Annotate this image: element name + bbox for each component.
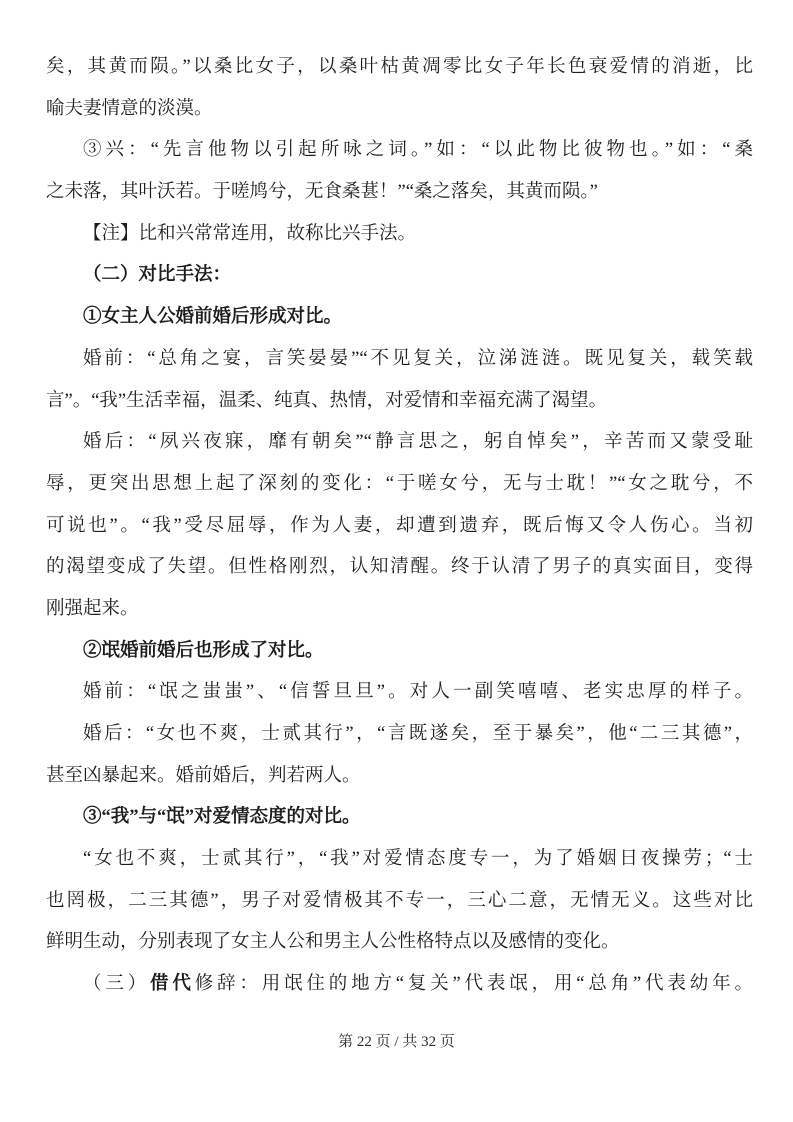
text-line: 鲜明生动，分别表现了女主人公和男主人公性格特点以及感情的变化。 — [46, 932, 620, 953]
text-line: 婚后：“女也不爽，士贰其行”，“言既遂矣，至于暴矣”，他“二三其德”， — [83, 724, 753, 744]
text-line: ③“我”与“氓”对爱情态度的对比。 — [83, 807, 361, 828]
page-number: 第 22 页 / 共 32 页 — [338, 1034, 455, 1050]
text-line: ②氓婚前婚后也形成了对比。 — [83, 640, 324, 661]
paragraph — [46, 339, 753, 422]
text-line: 可说也”。“我”受尽屈辱，作为人妻，却遭到遗弃，既后悔又令人伤心。当初 — [46, 515, 753, 536]
paragraph — [46, 797, 753, 839]
paragraph — [46, 631, 753, 673]
text-line: 【注】比和兴常常连用，故称比兴手法。 — [83, 223, 417, 244]
paragraph — [46, 255, 753, 297]
page-footer — [0, 1031, 793, 1053]
text-line: ③兴：“先言他物以引起所咏之词。”如：“以此物比彼物也。”如：“桑 — [83, 140, 753, 161]
paragraph — [46, 422, 753, 630]
paragraph — [46, 47, 753, 130]
text-line: 的渴望变成了失望。但性格刚烈，认知清醒。终于认清了男子的真实面目，变得 — [46, 557, 753, 578]
paragraph — [46, 839, 753, 964]
text-line: 矣，其黄而陨。”以桑比女子，以桑叶枯黄凋零比女子年长色衰爱情的消逝，比 — [46, 57, 753, 77]
text-line: 甚至凶暴起来。婚前婚后，判若两人。 — [46, 765, 361, 786]
paragraph — [46, 714, 753, 797]
text-line: 刚强起来。 — [46, 598, 139, 619]
text-line: 婚前：“总角之宴，言笑晏晏”“不见复关，泣涕涟涟。既见复关，载笑载 — [83, 348, 753, 369]
text-line: 婚前：“氓之蚩蚩”、“信誓旦旦”。对人一副笑嘻嘻、老实忠厚的样子。 — [83, 682, 753, 703]
text-line: 辱，更突出思想上起了深刻的变化：“于嗟女兮，无与士耽！”“女之耽兮，不 — [46, 473, 753, 494]
text-line: 也罔极，二三其德”，男子对爱情极其不专一，三心二意，无情无义。这些对比 — [46, 890, 753, 911]
text-line — [46, 964, 753, 1006]
text-line: ①女主人公婚前婚后形成对比。 — [83, 307, 343, 328]
text-run: （三） — [83, 974, 151, 995]
text-line: 婚后：“夙兴夜寐，靡有朝矣”“静言思之，躬自悼矣”，辛苦而又蒙受耻 — [83, 432, 753, 453]
text-line: （二）对比手法： — [83, 265, 232, 286]
text-line: 言”。“我”生活幸福，温柔、纯真、热情，对爱情和幸福充满了渴望。 — [46, 390, 608, 411]
paragraph — [46, 130, 753, 213]
text-line: “女也不爽，士贰其行”，“我”对爱情态度专一，为了婚姻日夜操劳；“士 — [83, 849, 753, 870]
bold-run: 借代 — [150, 974, 195, 995]
text-line: 喻夫妻情意的淡漠。 — [46, 98, 213, 119]
text-run: 修辞：用氓住的地方“复关”代表氓，用“总角”代表幼年。 — [194, 974, 753, 995]
paragraph — [46, 672, 753, 714]
paragraph — [46, 214, 753, 256]
paragraph — [46, 297, 753, 339]
text-line: 之未落，其叶沃若。于嗟鸠兮，无食桑葚！”“桑之落矣，其黄而陨。” — [46, 182, 598, 203]
document-body — [46, 47, 753, 1006]
paragraph — [46, 964, 753, 1006]
